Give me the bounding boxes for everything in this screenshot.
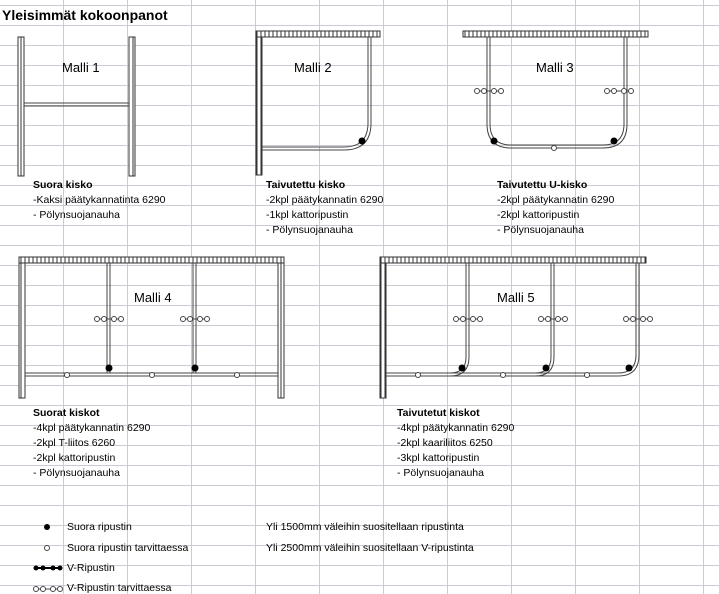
- model-2-description: [266, 178, 383, 238]
- v-hanger-optional: [605, 89, 634, 94]
- hanger-dot: [491, 138, 498, 145]
- model-3-diagram: [463, 31, 648, 151]
- recommendation-note: Yli 2500mm väleihin suositellaan V-ripustinta: [266, 542, 474, 554]
- model-5-diagram: [380, 257, 653, 398]
- hanger-dot: [192, 365, 199, 372]
- model-heading: Suorat kiskot: [33, 407, 100, 419]
- hanger-dot-optional: [585, 373, 590, 378]
- model-heading: Taivutettu U-kisko: [497, 179, 588, 191]
- hanger-dot-optional: [235, 373, 240, 378]
- curved-rail: [262, 37, 368, 147]
- hanger-dot-optional: [416, 373, 421, 378]
- parts-list-item: - Pölynsuojanauha: [33, 467, 120, 479]
- model-1-diagram: [18, 37, 135, 176]
- model-1-description: [33, 178, 166, 223]
- right-wall: [278, 263, 284, 398]
- model-heading: Taivutettu kisko: [266, 179, 346, 191]
- left-wall: [18, 37, 24, 176]
- v-hanger-optional: [624, 317, 653, 322]
- v-hanger-optional: [539, 317, 568, 322]
- solid-dot-icon: [44, 524, 50, 530]
- model-label: Malli 1: [62, 60, 100, 75]
- parts-list-item: -2kpl päätykannatin 6290: [497, 194, 615, 206]
- hanger-dot: [543, 365, 550, 372]
- model-heading: Taivutetut kiskot: [397, 407, 480, 419]
- hanger-dot-optional: [150, 373, 155, 378]
- parts-list-item: - Pölynsuojanauha: [33, 209, 120, 221]
- page-title: Yleisimmät kokoonpanot: [2, 7, 168, 23]
- model-2-diagram: [256, 31, 380, 175]
- v-hanger-optional: [181, 317, 210, 322]
- parts-list-item: -4kpl päätykannatin 6290: [397, 422, 515, 434]
- parts-list-item: -2kpl kattoripustin: [497, 209, 580, 221]
- ceiling: [256, 31, 380, 37]
- parts-list-item: -4kpl päätykannatin 6290: [33, 422, 151, 434]
- left-wall: [256, 37, 262, 175]
- v-hanger-optional: [454, 317, 483, 322]
- model-4-description: [33, 406, 150, 481]
- ceiling: [380, 257, 646, 263]
- ceiling: [463, 31, 648, 37]
- model-label: Malli 4: [134, 290, 172, 305]
- parts-list-item: -1kpl kattoripustin: [266, 209, 349, 221]
- u-rail: [490, 37, 624, 145]
- parts-list-item: -2kpl T-liitos 6260: [33, 437, 116, 449]
- left-wall: [19, 263, 25, 398]
- parts-list-item: -3kpl kattoripustin: [397, 452, 480, 464]
- v-hanger-optional: [95, 317, 124, 322]
- model-3-description: [497, 178, 614, 238]
- open-dot-icon: [45, 546, 50, 551]
- parts-list-item: -2kpl päätykannatin 6290: [266, 194, 384, 206]
- ceiling: [19, 257, 284, 263]
- v-hanger-icon: [34, 566, 63, 571]
- hanger-dot-optional: [501, 373, 506, 378]
- parts-list-item: -2kpl kattoripustin: [33, 452, 116, 464]
- parts-list-item: - Pölynsuojanauha: [397, 467, 484, 479]
- parts-list-item: -2kpl kaariliitos 6250: [397, 437, 493, 449]
- legend-label: Suora ripustin: [67, 521, 132, 533]
- hanger-dot: [106, 365, 113, 372]
- model-heading: Suora kisko: [33, 179, 93, 191]
- v-hanger-optional: [475, 89, 504, 94]
- hanger-dot: [626, 365, 633, 372]
- hanger-dot-optional: [552, 146, 557, 151]
- parts-list-item: - Pölynsuojanauha: [497, 224, 584, 236]
- model-4-diagram: [19, 257, 284, 398]
- hanger-dot-optional: [65, 373, 70, 378]
- right-wall: [129, 37, 135, 176]
- model-5-description: [397, 406, 514, 481]
- model-label: Malli 2: [294, 60, 332, 75]
- hanger-dot: [359, 138, 366, 145]
- recommendation-note: Yli 1500mm väleihin suositellaan ripustinta: [266, 521, 464, 533]
- curved-rail: [262, 37, 371, 150]
- left-wall: [380, 263, 386, 398]
- v-hanger-optional-icon: [34, 587, 63, 592]
- parts-list-item: - Pölynsuojanauha: [266, 224, 353, 236]
- model-label: Malli 5: [497, 290, 535, 305]
- model-label: Malli 3: [536, 60, 574, 75]
- parts-list-item: -Kaksi päätykannatinta 6290: [33, 194, 166, 206]
- hanger-dot: [459, 365, 466, 372]
- legend-label: V-Ripustin: [67, 562, 115, 574]
- hanger-dot: [611, 138, 618, 145]
- legend-label: Suora ripustin tarvittaessa: [67, 542, 189, 554]
- legend-label: V-Ripustin tarvittaessa: [67, 582, 172, 594]
